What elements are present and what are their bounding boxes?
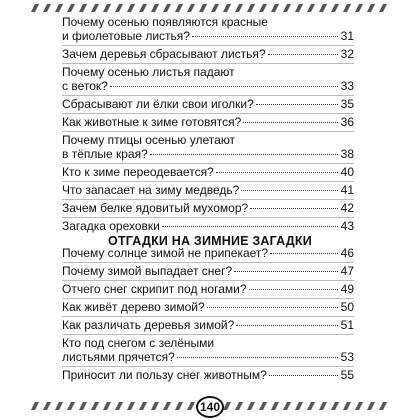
border-ornament [259, 4, 267, 12]
border-ornament [151, 4, 159, 12]
toc-entry-title: Загадка ореховки [62, 219, 160, 233]
border-ornament [247, 4, 255, 12]
border-ornament [235, 4, 243, 12]
toc-entry-page: 40 [340, 165, 354, 179]
toc-divider [62, 280, 354, 281]
toc-entry-line [62, 300, 354, 314]
border-ornament [163, 402, 171, 410]
border-ornament [355, 402, 363, 410]
toc-entry-line [62, 246, 354, 260]
toc-divider [62, 199, 354, 200]
toc-entry-page: 33 [340, 79, 354, 93]
toc-entry-title: Как животные к зиме готовятся? [62, 115, 242, 129]
border-ornament [379, 402, 387, 410]
toc-entry-title: Почему птицы осенью улетают [62, 133, 236, 147]
toc-entry-line [62, 147, 354, 161]
border-ornament [211, 4, 219, 12]
border-ornament [43, 4, 51, 12]
toc-entry-title: Зачем деревья сбрасывают листья? [62, 47, 266, 61]
toc-entry-title: Приносит ли пользу снег животным? [62, 368, 267, 382]
decorative-border-top [30, 2, 390, 14]
border-ornament [67, 4, 75, 12]
border-ornament [175, 4, 183, 12]
border-ornament [223, 402, 231, 410]
border-ornament [103, 402, 111, 410]
border-ornament [295, 4, 303, 12]
border-ornament [271, 402, 279, 410]
toc-divider [62, 63, 354, 64]
dot-leader [207, 307, 338, 308]
page-number-badge [196, 396, 224, 418]
dot-leader [269, 375, 338, 376]
toc-entry-page: 53 [340, 350, 354, 364]
toc-entry-title: Отчего снег скрипит под ногами? [62, 282, 247, 296]
toc-entry-title: и фиолетовые листья? [62, 29, 190, 43]
toc-divider [62, 131, 354, 132]
toc-divider [62, 163, 354, 164]
toc-entry-title: Что запасает на зиму медведь? [62, 183, 240, 197]
toc-entry-page: 46 [340, 246, 354, 260]
toc-entry-line [62, 368, 354, 382]
toc-entry-page: 36 [340, 115, 354, 129]
border-ornament [175, 402, 183, 410]
border-ornament [307, 4, 315, 12]
toc-entry-page: 35 [340, 97, 354, 111]
toc-entry-page: 42 [340, 201, 354, 215]
toc-entry-line [62, 264, 354, 278]
toc-divider [62, 113, 354, 114]
border-ornament [355, 4, 363, 12]
border-ornament [235, 402, 243, 410]
toc-entry-line [62, 282, 354, 296]
border-ornament [367, 402, 375, 410]
border-ornament [343, 4, 351, 12]
toc-entry-page: 38 [340, 147, 354, 161]
toc-entry-line [62, 15, 354, 29]
dot-leader [110, 86, 338, 87]
toc-entry [62, 336, 354, 364]
toc-entry [62, 65, 354, 93]
border-ornament [187, 4, 195, 12]
border-ornament [367, 4, 375, 12]
toc-section-1 [62, 15, 354, 233]
toc-entry-line [62, 201, 354, 215]
border-ornament [151, 402, 159, 410]
toc-entry-line [62, 318, 354, 332]
dot-leader [236, 325, 338, 326]
border-ornament [283, 4, 291, 12]
border-ornament [295, 402, 303, 410]
toc-entry [62, 219, 354, 233]
dot-leader [270, 253, 338, 254]
border-ornament [139, 4, 147, 12]
toc-entry-title: Как живёт дерево зимой? [62, 300, 205, 314]
toc-entry-title: Как различать деревья зимой? [62, 318, 235, 332]
toc-entry-page: 55 [340, 368, 354, 382]
toc-entry-line [62, 65, 354, 79]
toc-entry [62, 183, 354, 197]
toc-entry-line [62, 219, 354, 233]
dot-leader [162, 226, 338, 227]
toc-entry-line [62, 79, 354, 93]
toc-entry-page: 50 [340, 300, 354, 314]
toc-divider [62, 45, 354, 46]
border-ornament [79, 4, 87, 12]
toc-entry-title: Кто под снегом с зелёными [62, 336, 215, 350]
toc-entry-line [62, 115, 354, 129]
dot-leader [216, 172, 338, 173]
border-ornament [127, 4, 135, 12]
border-ornament [139, 402, 147, 410]
border-ornament [91, 4, 99, 12]
toc-entry [62, 282, 354, 296]
border-ornament [115, 402, 123, 410]
border-ornament [259, 402, 267, 410]
border-ornament [271, 4, 279, 12]
border-ornament [127, 402, 135, 410]
toc-entry [62, 318, 354, 332]
toc-entry-line [62, 133, 354, 147]
dot-leader [250, 208, 338, 209]
border-ornament [163, 4, 171, 12]
border-ornament [31, 402, 39, 410]
toc-entry [62, 300, 354, 314]
border-ornament [103, 4, 111, 12]
border-ornament [283, 402, 291, 410]
toc-entry-page: 49 [340, 282, 354, 296]
border-ornament [55, 4, 63, 12]
dot-leader [192, 36, 338, 37]
toc-entry [62, 165, 354, 179]
dot-leader [234, 271, 338, 272]
toc-entry [62, 201, 354, 215]
border-ornament [55, 402, 63, 410]
toc-entry-title: Почему осенью появляются красные [62, 15, 268, 29]
border-ornament [247, 402, 255, 410]
dot-leader [177, 357, 338, 358]
toc-entry [62, 133, 354, 161]
border-ornament [307, 402, 315, 410]
toc-entry [62, 368, 354, 382]
toc-entry-page: 51 [340, 318, 354, 332]
border-ornament [331, 402, 339, 410]
border-ornament [223, 4, 231, 12]
section-heading: ОТГАДКИ НА ЗИМНИЕ ЗАГАДКИ [108, 234, 312, 248]
toc-entry-page: 47 [340, 264, 354, 278]
toc-entry [62, 115, 354, 129]
border-ornament [343, 402, 351, 410]
toc-entry-title: Почему зимой выпадает снег? [62, 264, 233, 278]
toc-divider [62, 298, 354, 299]
toc-entry [62, 47, 354, 61]
toc-entry-line [62, 336, 354, 350]
toc-entry-title: Зачем белке ядовитый мухомор? [62, 201, 249, 215]
border-ornament [199, 4, 207, 12]
dot-leader [241, 190, 338, 191]
toc-divider [62, 334, 354, 335]
toc-entry [62, 15, 354, 43]
dot-leader [243, 122, 338, 123]
border-ornament [319, 402, 327, 410]
dot-leader [150, 154, 338, 155]
toc-entry-page: 32 [340, 47, 354, 61]
toc-divider [62, 217, 354, 218]
toc-entry-title: в тёплые края? [62, 147, 148, 161]
toc-entry-title: Почему солнце зимой не припекает? [62, 246, 269, 260]
toc-divider [62, 316, 354, 317]
toc-entry-line [62, 47, 354, 61]
toc-entry-line [62, 29, 354, 43]
border-ornament [319, 4, 327, 12]
toc-entry-page: 43 [340, 219, 354, 233]
dot-leader [249, 289, 338, 290]
border-ornament [187, 402, 195, 410]
toc-divider [62, 95, 354, 96]
toc-section-2 [62, 246, 354, 382]
toc-entry [62, 246, 354, 260]
dot-leader [268, 54, 338, 55]
border-ornament [79, 402, 87, 410]
border-ornament [43, 402, 51, 410]
toc-entry-line [62, 183, 354, 197]
toc-entry-title: Почему осенью листья падают [62, 65, 235, 79]
toc-entry [62, 264, 354, 278]
toc-divider [62, 366, 354, 367]
border-ornament [31, 4, 39, 12]
border-ornament [331, 4, 339, 12]
toc-divider [62, 181, 354, 182]
toc-entry-line [62, 97, 354, 111]
toc-entry-title: Сбрасывают ли ёлки свои иголки? [62, 97, 254, 111]
toc-entry-page: 41 [340, 183, 354, 197]
dot-leader [256, 104, 338, 105]
toc-divider [62, 262, 354, 263]
border-ornament [67, 402, 75, 410]
border-ornament [115, 4, 123, 12]
toc-entry [62, 97, 354, 111]
toc-entry-line [62, 165, 354, 179]
toc-entry-title: листьями прячется? [62, 350, 175, 364]
toc-entry-title: с веток? [62, 79, 108, 93]
border-ornament [379, 4, 387, 12]
toc-entry-line [62, 350, 354, 364]
border-ornament [91, 402, 99, 410]
toc-entry-title: Кто к зиме переодевается? [62, 165, 214, 179]
toc-entry-page: 31 [340, 29, 354, 43]
page-number: 140 [199, 400, 221, 414]
